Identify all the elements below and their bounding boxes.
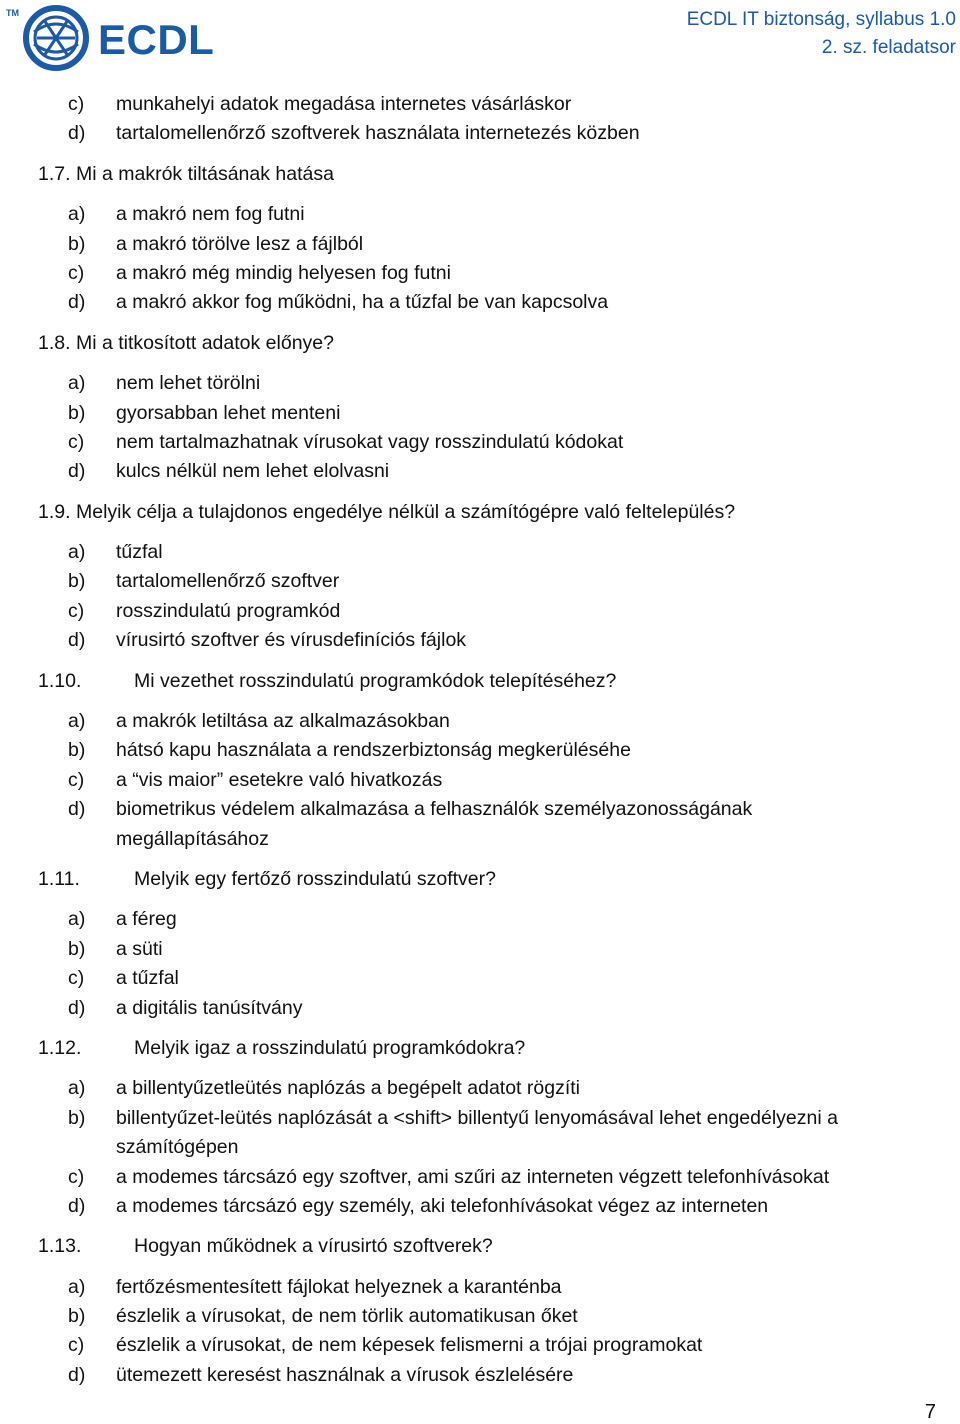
answer-item (0, 1331, 960, 1360)
answer-text: a süti (116, 937, 163, 960)
answer-item (0, 964, 960, 993)
answer-item (0, 1163, 960, 1192)
answer-text: biometrikus védelem alkalmazása a felhasználók személyazonosságának (116, 798, 753, 821)
answer-item (0, 369, 960, 398)
answer-text: munkahelyi adatok megadása internetes vásárláskor (116, 93, 572, 115)
answer-item (0, 119, 960, 148)
question-text: Melyik célja a tulajdonos engedélye nélkül a számítógépre való feltelepülés? (76, 500, 736, 523)
question-list (0, 90, 960, 1390)
question-number: 1.13. (38, 1235, 82, 1258)
answer-item (0, 1074, 960, 1103)
answer-item (0, 567, 960, 596)
answer-item (0, 1192, 960, 1221)
answer-item (0, 90, 960, 119)
answer-text: a makró törölve lesz a fájlból (116, 232, 364, 255)
header-title (687, 6, 956, 62)
answer-text: ütemezett keresést használnak a vírusok észlelésére (116, 1363, 574, 1386)
answer-item (0, 200, 960, 229)
answer-item (0, 707, 960, 736)
answer-item (0, 399, 960, 428)
answer-letter: b) (68, 739, 86, 762)
answer-item (0, 1104, 960, 1133)
answer-letter: a) (68, 908, 86, 931)
answer-letter: d) (68, 122, 86, 145)
answer-text-continued: megállapításához (116, 827, 269, 850)
answer-letter: d) (68, 996, 86, 1019)
answer-text: vírusirtó szoftver és vírusdefiníciós fájlok (116, 629, 467, 652)
question-heading (0, 1034, 960, 1063)
answer-item (0, 935, 960, 964)
answer-continuation (0, 825, 960, 854)
question-number: 1.8. (38, 331, 71, 354)
answer-text: a billentyűzetleütés naplózás a begépelt adatot rögzíti (116, 1077, 580, 1100)
question-heading (0, 160, 960, 189)
answer-letter: c) (68, 768, 85, 791)
answer-letter: a) (68, 1077, 86, 1100)
answer-letter: c) (68, 1165, 85, 1188)
answer-item (0, 1302, 960, 1331)
answer-text: a makró akkor fog működni, ha a tűzfal be van kapcsolva (116, 291, 609, 314)
answer-letter: c) (68, 1334, 85, 1357)
header-title-line2: 2. sz. feladatsor (821, 37, 956, 58)
answer-item (0, 457, 960, 486)
answer-item (0, 795, 960, 824)
answer-letter: c) (68, 599, 85, 622)
answer-letter: d) (68, 291, 86, 314)
ecdl-logo (4, 2, 234, 72)
answer-item (0, 994, 960, 1023)
answer-text: a digitális tanúsítvány (116, 996, 303, 1019)
answer-text: hátsó kapu használata a rendszerbiztonság megkerüléséhe (116, 739, 631, 762)
question-text: Mi a makrók tiltásának hatása (76, 162, 334, 185)
answer-text: nem lehet törölni (116, 372, 261, 395)
answer-item (0, 1273, 960, 1302)
answer-text: a modemes tárcsázó egy szoftver, ami szűri az interneten végzett telefonhívásokat (116, 1165, 830, 1188)
answer-letter: c) (68, 430, 85, 453)
answer-text: nem tartalmazhatnak vírusokat vagy rosszindulatú kódokat (116, 430, 624, 453)
answer-letter: c) (68, 261, 85, 284)
answer-letter: a) (68, 1275, 86, 1298)
answer-text: tartalomellenőrző szoftver (116, 570, 340, 593)
answer-letter: b) (68, 570, 86, 593)
answer-item (0, 538, 960, 567)
answer-letter: c) (68, 93, 85, 115)
answer-text: gyorsabban lehet menteni (116, 401, 341, 424)
answer-text: észlelik a vírusokat, de nem képesek felismerni a trójai programokat (116, 1334, 703, 1357)
question-text: Melyik igaz a rosszindulatú programkódokra? (134, 1036, 526, 1059)
answer-letter: b) (68, 1305, 86, 1328)
answer-item (0, 428, 960, 457)
brand-name: ECDL (98, 16, 215, 63)
question-number: 1.7. (38, 162, 71, 185)
answer-text: tartalomellenőrző szoftverek használata internetezés közben (116, 122, 640, 145)
trademark-mark: TM (6, 8, 19, 18)
answer-item (0, 626, 960, 655)
answer-item (0, 259, 960, 288)
page-number: 7 (924, 1401, 936, 1423)
answer-letter: d) (68, 460, 86, 483)
question-number: 1.11. (38, 867, 80, 890)
question-text: Hogyan működnek a vírusirtó szoftverek? (134, 1235, 493, 1258)
answer-letter: d) (68, 1363, 86, 1386)
answer-text: a “vis maior” esetekre való hivatkozás (116, 768, 443, 791)
question-text: Melyik egy fertőző rosszindulatú szoftver? (134, 867, 496, 890)
answer-letter: b) (68, 937, 86, 960)
answer-continuation (0, 1133, 960, 1162)
page-header (0, 0, 960, 70)
answer-letter: a) (68, 372, 86, 395)
answer-text: észlelik a vírusokat, de nem törlik automatikusan őket (116, 1305, 578, 1328)
answer-letter: a) (68, 203, 86, 226)
question-heading (0, 498, 960, 527)
answer-text: tűzfal (116, 541, 163, 564)
answer-text: a makrók letiltása az alkalmazásokban (116, 710, 450, 733)
answer-letter: c) (68, 967, 85, 990)
answer-text: kulcs nélkül nem lehet elolvasni (116, 460, 390, 483)
answer-letter: d) (68, 629, 86, 652)
answer-text: rosszindulatú programkód (116, 599, 341, 622)
answer-text: a makró még mindig helyesen fog futni (116, 261, 451, 284)
question-heading (0, 667, 960, 696)
answer-text: a modemes tárcsázó egy személy, aki telefonhívásokat végez az interneten (116, 1194, 769, 1217)
question-text: Mi vezethet rosszindulatú programkódok telepítéséhez? (134, 669, 617, 692)
answer-text: fertőzésmentesített fájlokat helyeznek a karanténba (116, 1275, 562, 1298)
answer-item (0, 905, 960, 934)
question-number: 1.10. (38, 669, 82, 692)
answer-text: a makró nem fog futni (116, 203, 305, 226)
answer-item (0, 1361, 960, 1390)
answer-letter: a) (68, 710, 86, 733)
answer-item (0, 766, 960, 795)
answer-letter: a) (68, 541, 86, 564)
question-heading (0, 329, 960, 358)
question-heading (0, 1232, 960, 1261)
question-number: 1.12. (38, 1036, 82, 1059)
question-heading (0, 865, 960, 894)
answer-item (0, 736, 960, 765)
answer-item (0, 597, 960, 626)
answer-letter: b) (68, 232, 86, 255)
answer-item (0, 230, 960, 259)
answer-text: a féreg (116, 908, 177, 931)
question-number: 1.9. (38, 500, 71, 523)
header-title-line1: ECDL IT biztonság, syllabus 1.0 (686, 9, 956, 30)
answer-text: billentyűzet-leütés naplózását a <shift> billentyű lenyomásával lehet engedélyezni a (116, 1106, 838, 1129)
answer-letter: d) (68, 1194, 86, 1217)
question-text: Mi a titkosított adatok előnye? (76, 331, 334, 354)
answer-letter: b) (68, 401, 86, 424)
answer-letter: d) (68, 798, 86, 821)
answer-text-continued: számítógépen (116, 1136, 239, 1159)
answer-text: a tűzfal (116, 967, 179, 990)
answer-item (0, 288, 960, 317)
answer-letter: b) (68, 1106, 86, 1129)
